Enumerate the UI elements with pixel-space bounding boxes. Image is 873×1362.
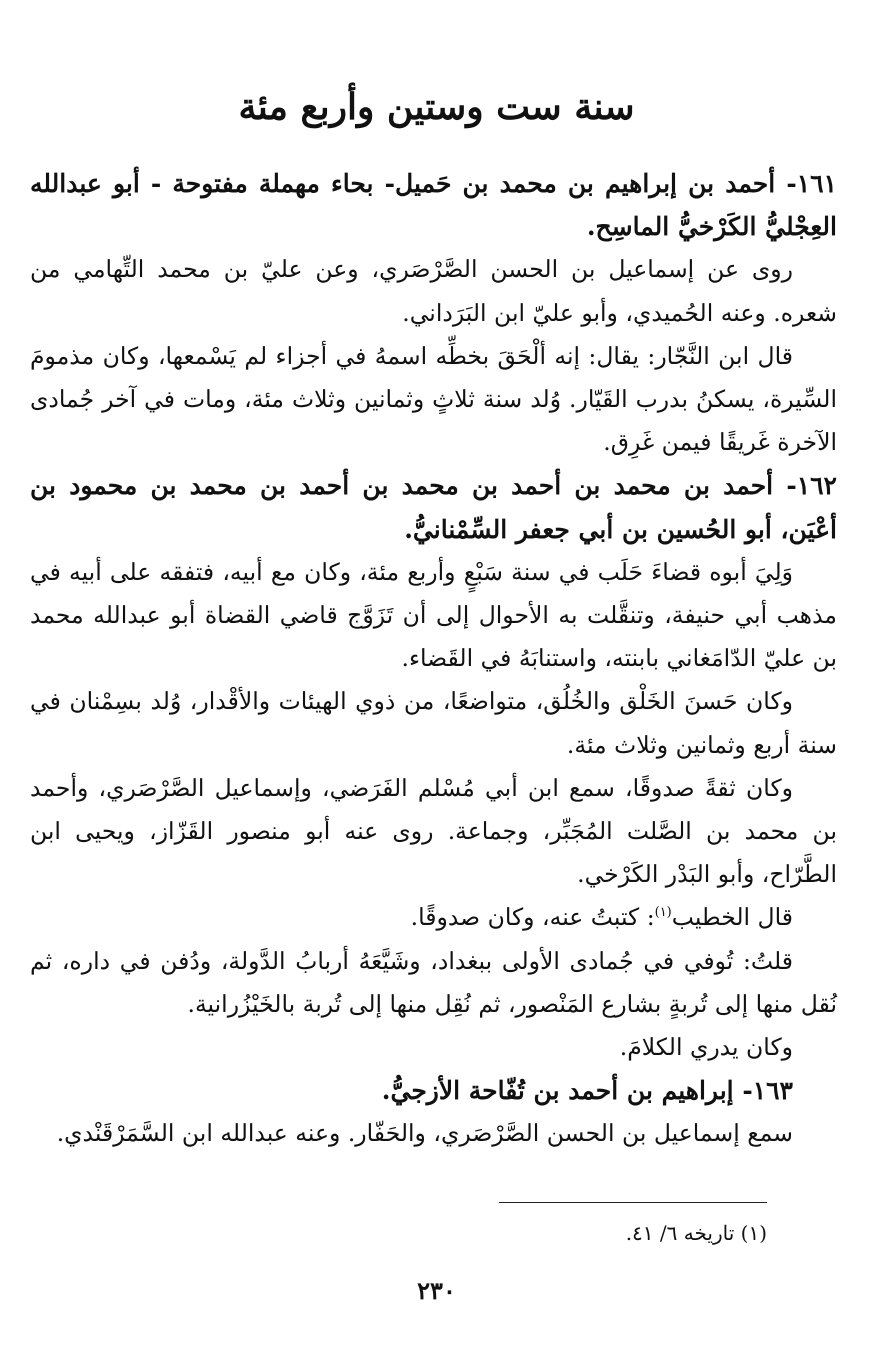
entry-162-paragraph-1: وَلِيَ أبوه قضاءَ حَلَب في سنة سَبْعٍ وأربع مئة، وكان مع أبيه، فتفقه على أبيه في مذهب أبي حنيفة، وتنقَّلت به الأحوال إلى أن تَزَوَّج قاضي القضاة أبو عبدالله محمد بن عليّ الدّامَغاني بابنته، واستنابَهُ في القَضاء. (30, 557, 837, 673)
entry-162-paragraph-5: وكان يدري الكلامَ. (619, 1033, 793, 1062)
entry-161-paragraph-1: روى عن إسماعيل بن الحسن الصَّرْصَري، وعن عليّ بن محمد التِّهامي من شعره. وعنه الحُميدي، وأبو عليّ ابن البَرَداني. (30, 255, 837, 327)
page-body (30, 162, 837, 1156)
entry-title-163: ١٦٣- إبراهيم بن أحمد بن تُفّاحة الأزجيُّ. (381, 1076, 793, 1106)
entry-161-paragraph-2: قال ابن النَّجّار: يقال: إنه ألْحَقَ بخطِّه اسمهُ في أجزاء لم يَسْمعها، وكان مذمومَ السِّيرة، يسكنُ بدرب القَيّار. وُلد سنة ثلاثٍ وثمانين وثلاث مئة، ومات في آخر جُمادى الآخرة غَريقًا فيمن غَرِق. (30, 341, 837, 457)
quote-text: : كتبتُ عنه، وكان صدوقًا. (410, 903, 655, 932)
footnote-marker: (١) (654, 905, 672, 921)
quote-intro: قال الخطيب (671, 903, 793, 932)
entry-162-paragraph-3: وكان ثقةً صدوقًا، سمع ابن أبي مُسْلم الفَرَضي، وإسماعيل الصَّرْصَري، وأحمد بن محمد بن الصَّلت المُجَبِّر، وجماعة. روى عنه أبو منصور القَزّاز، ويحيى ابن الطَّرّاح، وأبو البَدْر الكَرْخي. (30, 773, 837, 889)
entry-title-162: ١٦٢- أحمد بن محمد بن أحمد بن محمد بن أحمد بن محمد بن محمود بن أعْيَن، أبو الحُسين بن أبي جعفر السِّمْنانيُّ. (30, 471, 837, 544)
entry-163-paragraph-1: سمع إسماعيل بن الحسن الصَّرْصَري، والحَفّار. وعنه عبدالله ابن السَّمَرْقَنْدي. (56, 1119, 793, 1148)
entry-title-161: ١٦١- أحمد بن إبراهيم بن محمد بن حَميل- بحاء مهملة مفتوحة - أبو عبدالله العِجْليُّ الكَرْخيُّ الماسِح. (30, 169, 837, 242)
entry-162-paragraph-2: وكان حَسنَ الخَلْق والخُلُق، متواضعًا، من ذوي الهيئات والأقْدار، وُلد بسِمْنان في سنة أربع وثمانين وثلاث مئة. (30, 687, 837, 759)
entry-162-paragraph-4: قلتُ: تُوفي في جُمادى الأولى ببغداد، وشَيَّعَهُ أربابُ الدَّولة، ودُفن في داره، ثم نُقل منها إلى تُربةٍ بشارع المَنْصور، ثم نُقِل منها إلى تُربة بالخَيْزُرانية. (30, 946, 837, 1018)
page-number: ٢٣٠ (417, 1276, 456, 1305)
entry-162-quote (30, 896, 837, 939)
footnote: (١) تاريخه ٦/ ٤١. (625, 1221, 767, 1245)
footnote-divider (499, 1202, 767, 1203)
year-heading: سنة ست وستين وأربع مئة (238, 86, 635, 128)
